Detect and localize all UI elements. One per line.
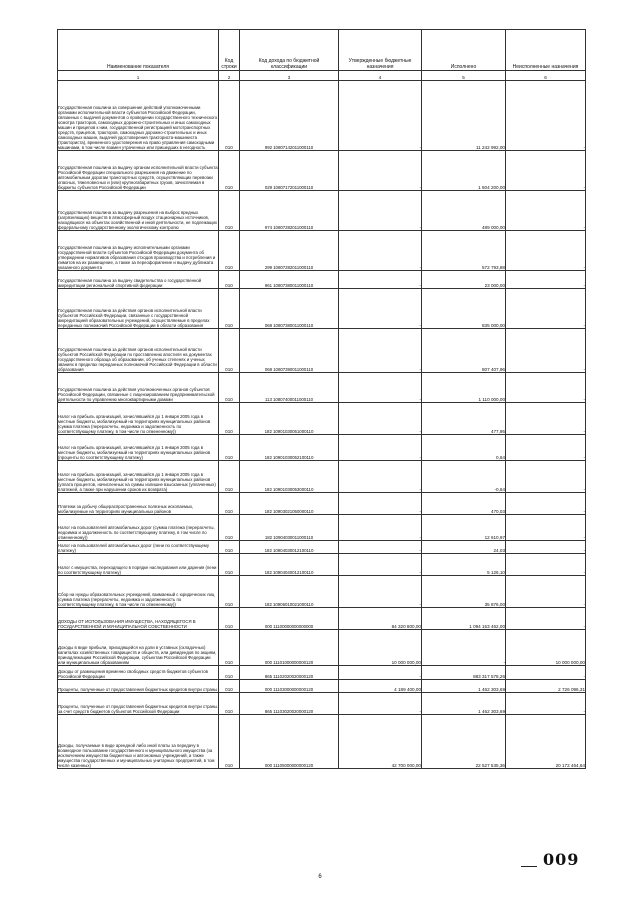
row-income-code-cell: 068 10807380011000110 xyxy=(240,289,339,329)
row-approved-cell: - xyxy=(339,576,422,608)
row-name-cell: Налог на прибыль организаций, зачислявшийся до 1 января 2005 года в местные бюджеты, мобилизуемый на территориях муниципальных районов (сумма платежа (перерасчеты, недоимка и задолженность по соответствующему платежу, в том числе по отмененному)) xyxy=(58,403,219,435)
row-income-code-cell: 068 10807390011000110 xyxy=(240,329,339,373)
row-income-code-cell: 299 10807282011000110 xyxy=(240,231,339,271)
row-unexecuted-cell: - xyxy=(506,373,586,403)
table-row xyxy=(58,680,586,693)
row-executed-cell: 24,03 xyxy=(422,541,506,554)
row-executed-cell: 477,95 xyxy=(422,403,506,435)
page-number: 6 xyxy=(318,874,322,880)
row-approved-cell: - xyxy=(339,461,422,493)
row-executed-cell: 489 000,00 xyxy=(422,191,506,231)
row-unexecuted-cell: - xyxy=(506,231,586,271)
row-unexecuted-cell: - xyxy=(506,666,586,680)
header-indicator-name: Наименование показателя xyxy=(58,30,219,71)
row-executed-cell: 5 126,10 xyxy=(422,554,506,576)
header-unexecuted: Неисполненные назначения xyxy=(506,30,586,71)
row-income-code-cell: 000 11103000000000120 xyxy=(240,680,339,693)
column-number: 3 xyxy=(240,71,339,81)
table-row xyxy=(58,403,586,435)
row-income-code-cell: 113 10807400011000110 xyxy=(240,373,339,403)
report-sheet xyxy=(57,29,585,769)
row-unexecuted-cell: - xyxy=(506,554,586,576)
row-approved-cell: - xyxy=(339,541,422,554)
row-executed-cell: 1 094 153 462,00 xyxy=(422,608,506,630)
table-row xyxy=(58,515,586,541)
row-executed-cell: 1 462 303,69 xyxy=(422,693,506,715)
row-approved-cell: - xyxy=(339,403,422,435)
row-name-cell: Доходы в виде прибыли, приходящейся на доли в уставных (складочных) капиталах хозяйственных товариществ и обществ, или дивидендов по акциям, принадлежащим Российской Федерации, субъектам Российской Федерации или муниципальным образованиям xyxy=(58,630,219,666)
row-income-code-cell: 182 10904030012100110 xyxy=(240,541,339,554)
row-income-code-cell: 182 10904040012100110 xyxy=(240,554,339,576)
row-line-code-cell: 010 xyxy=(219,329,240,373)
row-approved-cell: 42 700 000,00 xyxy=(339,715,422,769)
row-unexecuted-cell: 2 726 096,31 xyxy=(506,680,586,693)
row-name-cell: ДОХОДЫ ОТ ИСПОЛЬЗОВАНИЯ ИМУЩЕСТВА, НАХОДЯЩЕГОСЯ В ГОСУДАРСТВЕННОЙ И МУНИЦИПАЛЬНОЙ СОБСТВЕННОСТИ xyxy=(58,608,219,630)
row-approved-cell: - xyxy=(339,151,422,191)
row-income-code-cell: 182 10904030011000110 xyxy=(240,515,339,541)
row-executed-cell: -0,64 xyxy=(422,461,506,493)
row-line-code-cell: 010 xyxy=(219,403,240,435)
row-line-code-cell: 010 xyxy=(219,541,240,554)
row-approved-cell: 84 320 800,00 xyxy=(339,608,422,630)
row-line-code-cell: 010 xyxy=(219,515,240,541)
row-name-cell: Государственная пошлина за действия органов исполнительной власти субъектов Российской Федерации, связанные с государственной аккредитацией образовательных учреждений, осуществляемые в пределах переданных полномочий Российской Федерации в области образования xyxy=(58,289,219,329)
row-approved-cell: - xyxy=(339,81,422,151)
row-executed-cell: 23 000,00 xyxy=(422,271,506,289)
header-income-code: Код дохода по бюджетной классификации xyxy=(240,30,339,71)
row-executed-cell: 835 000,00 xyxy=(422,289,506,329)
row-line-code-cell: 010 xyxy=(219,373,240,403)
row-approved-cell: - xyxy=(339,435,422,461)
row-unexecuted-cell: - xyxy=(506,271,586,289)
column-number-row xyxy=(58,71,586,81)
table-row xyxy=(58,666,586,680)
row-approved-cell: - xyxy=(339,231,422,271)
row-income-code-cell: 992 10807142011000110 xyxy=(240,81,339,151)
row-name-cell: Государственная пошлина за действия уполномоченных органов субъектов Российской Федерации, связанные с лицензированием предпринимательской деятельности по управлению многоквартирными домами xyxy=(58,373,219,403)
row-income-code-cell: 000 11101000000000120 xyxy=(240,630,339,666)
row-unexecuted-cell: - xyxy=(506,576,586,608)
row-executed-cell: 22 527 535,36 xyxy=(422,715,506,769)
budget-execution-table xyxy=(57,29,586,769)
row-line-code-cell: 010 xyxy=(219,630,240,666)
row-line-code-cell: 010 xyxy=(219,231,240,271)
row-name-cell: Государственная пошлина за выдачу разрешения на выброс вредных (загрязняющих) веществ в атмосферный воздух стационарных источников, находящихся на объектах хозяйственной и иной деятельности, не подлежащих федеральному государственному экологическому контролю xyxy=(58,191,219,231)
row-income-code-cell: 865 11103020020000120 xyxy=(240,693,339,715)
row-unexecuted-cell: 20 172 464,64 xyxy=(506,715,586,769)
row-executed-cell: 1 462 303,69 xyxy=(422,680,506,693)
table-row xyxy=(58,81,586,151)
row-name-cell: Налог на пользователей автомобильных дорог (пени по соответствующему платежу) xyxy=(58,541,219,554)
table-row xyxy=(58,191,586,231)
row-income-code-cell: 029 10807172011000110 xyxy=(240,151,339,191)
row-approved-cell: - xyxy=(339,693,422,715)
row-name-cell: Доходы от размещения временно свободных средств бюджетов субъектов Российской Федерации xyxy=(58,666,219,680)
column-number: 1 xyxy=(58,71,219,81)
row-name-cell: Государственная пошлина за выдачу свидетельства о государственной аккредитации региональной спортивной федерации xyxy=(58,271,219,289)
row-unexecuted-cell: - xyxy=(506,403,586,435)
row-name-cell: Государственная пошлина за выдачу органом исполнительной власти субъекта Российской Федерации специального разрешения на движение по автомобильным дорогам транспортных средств, осуществляющих перевозки опасных, тяжеловесных и (или) крупногабаритных грузов, зачисляемая в бюджеты субъектов Российской Федерации xyxy=(58,151,219,191)
row-line-code-cell: 010 xyxy=(219,81,240,151)
table-row xyxy=(58,630,586,666)
row-executed-cell: 1 504 200,00 xyxy=(422,151,506,191)
table-row xyxy=(58,608,586,630)
row-name-cell: Налог на прибыль организаций, зачислявшийся до 1 января 2005 года в местные бюджеты, мобилизуемый на территориях муниципальных районов (проценты по соответствующему платежу) xyxy=(58,435,219,461)
row-approved-cell: - xyxy=(339,373,422,403)
row-approved-cell: 4 189 400,00 xyxy=(339,680,422,693)
row-line-code-cell: 010 xyxy=(219,461,240,493)
row-name-cell: Государственная пошлина за действия органов исполнительной власти субъектов Российской Федерации по проставлению апостиля на документах государственного образца об образовании, об ученых степенях и ученых званиях в пределах переданных полномочий Российской Федерации в области образования xyxy=(58,329,219,373)
header-row xyxy=(58,30,586,71)
row-executed-cell: 11 242 992,00 xyxy=(422,81,506,151)
row-executed-cell: 883 317 578,26 xyxy=(422,666,506,680)
row-line-code-cell: 010 xyxy=(219,289,240,329)
row-executed-cell: 807 407,96 xyxy=(422,329,506,373)
row-unexecuted-cell: - xyxy=(506,515,586,541)
row-unexecuted-cell: - xyxy=(506,151,586,191)
row-income-code-cell: 182 10903021050000110 xyxy=(240,493,339,515)
row-income-code-cell: 182 10901030052100110 xyxy=(240,435,339,461)
row-name-cell: Проценты, полученные от предоставления бюджетных кредитов внутри страны за счет средств бюджетов субъектов Российской Федерации xyxy=(58,693,219,715)
row-unexecuted-cell: - xyxy=(506,493,586,515)
table-row xyxy=(58,715,586,769)
row-line-code-cell: 010 xyxy=(219,493,240,515)
table-row xyxy=(58,693,586,715)
row-unexecuted-cell: 10 000 000,00 xyxy=(506,630,586,666)
row-unexecuted-cell: - xyxy=(506,329,586,373)
row-unexecuted-cell: - xyxy=(506,693,586,715)
row-line-code-cell: 010 xyxy=(219,666,240,680)
table-row xyxy=(58,151,586,191)
row-approved-cell: - xyxy=(339,329,422,373)
row-approved-cell: - xyxy=(339,666,422,680)
row-approved-cell: - xyxy=(339,515,422,541)
row-income-code-cell: 974 10807282011000110 xyxy=(240,191,339,231)
stamp-underline xyxy=(521,866,537,867)
table-row xyxy=(58,373,586,403)
row-executed-cell: 470,03 xyxy=(422,493,506,515)
table-row xyxy=(58,329,586,373)
column-number: 2 xyxy=(219,71,240,81)
row-name-cell: Платежи за добычу общераспространенных полезных ископаемых, мобилизуемые на территориях муниципальных районов xyxy=(58,493,219,515)
row-line-code-cell: 010 xyxy=(219,554,240,576)
row-income-code-cell: 182 10901030053000110 xyxy=(240,461,339,493)
row-name-cell: Государственная пошлина за совершение действий уполномоченными органами исполнительной власти субъектов Российской Федерации, связанных с выдачей документов о проведении государственного технического осмотра тракторов, самоходных дорожно-строительных и иных самоходных машин и прицепов к ним, государственной регистрацией мототранспортных средств, прицепов, тракторов, самоходных дорожно-строительных и иных самоходных машин, выдачей удостоверения тракториста-машиниста (тракториста), временного удостоверения на право управления самоходными машинами, в том числе взамен утраченных или пришедших в негодность xyxy=(58,81,219,151)
table-row xyxy=(58,541,586,554)
row-name-cell: Налог на пользователей автомобильных дорог (сумма платежа (перерасчеты, недоимка и задолженность по соответствующему платежу, в том числе по отмененному)) xyxy=(58,515,219,541)
row-name-cell: Доходы, получаемые в виде арендной либо иной платы за передачу в возмездное пользование государственного и муниципального имущества (за исключением имущества бюджетных и автономных учреждений, а также имущества государственных и муниципальных унитарных предприятий, в том числе казенных) xyxy=(58,715,219,769)
row-income-code-cell: 182 10906010021000110 xyxy=(240,576,339,608)
table-row xyxy=(58,461,586,493)
row-line-code-cell: 010 xyxy=(219,271,240,289)
row-executed-cell: 35 876,00 xyxy=(422,576,506,608)
row-income-code-cell: 182 10901030051000110 xyxy=(240,403,339,435)
row-name-cell: Государственная пошлина за выдачу исполнительными органами государственной власти субъектов Российской Федерации документа об утверждении нормативов образования отходов производства и потребления и лимитов на их размещение, а также за переоформление и выдачу дубликата указанного документа xyxy=(58,231,219,271)
row-unexecuted-cell: - xyxy=(506,435,586,461)
row-income-code-cell: 961 10807380011000110 xyxy=(240,271,339,289)
row-executed-cell: 1 110 000,00 xyxy=(422,373,506,403)
row-income-code-cell: 000 11105000000000120 xyxy=(240,715,339,769)
row-unexecuted-cell: - xyxy=(506,608,586,630)
sheet-stamp-number: 009 xyxy=(543,850,580,869)
row-line-code-cell: 010 xyxy=(219,680,240,693)
row-unexecuted-cell: - xyxy=(506,541,586,554)
row-income-code-cell: 865 11102020020000120 xyxy=(240,666,339,680)
row-line-code-cell: 010 xyxy=(219,151,240,191)
row-approved-cell: - xyxy=(339,191,422,231)
row-executed-cell: 12 610,97 xyxy=(422,515,506,541)
row-executed-cell: 0,64 xyxy=(422,435,506,461)
row-approved-cell: 10 000 000,00 xyxy=(339,630,422,666)
row-unexecuted-cell: - xyxy=(506,461,586,493)
header-executed: Исполнено xyxy=(422,30,506,71)
row-name-cell: Проценты, полученные от предоставления бюджетных кредитов внутри страны xyxy=(58,680,219,693)
table-row xyxy=(58,554,586,576)
row-executed-cell: - xyxy=(422,630,506,666)
column-number: 6 xyxy=(506,71,586,81)
row-line-code-cell: 010 xyxy=(219,191,240,231)
table-row xyxy=(58,435,586,461)
row-approved-cell: - xyxy=(339,493,422,515)
column-number: 4 xyxy=(339,71,422,81)
table-row xyxy=(58,493,586,515)
column-number: 5 xyxy=(422,71,506,81)
table-body xyxy=(58,81,586,769)
table-row xyxy=(58,271,586,289)
table-row xyxy=(58,576,586,608)
header-line-code: Код строки xyxy=(219,30,240,71)
row-unexecuted-cell: - xyxy=(506,81,586,151)
row-name-cell: Налог с имущества, переходящего в порядке наследования или дарения (пени по соответствующему платежу) xyxy=(58,554,219,576)
row-approved-cell: - xyxy=(339,554,422,576)
row-unexecuted-cell: - xyxy=(506,289,586,329)
row-name-cell: Сбор на нужды образовательных учреждений, взимаемый с юридических лиц (сумма платежа (перерасчеты, недоимка и задолженность по соответствующему платежу, в том числе по отмененному)) xyxy=(58,576,219,608)
row-approved-cell: - xyxy=(339,271,422,289)
row-line-code-cell: 010 xyxy=(219,693,240,715)
row-line-code-cell: 010 xyxy=(219,715,240,769)
table-row xyxy=(58,289,586,329)
row-income-code-cell: 000 11100000000000000 xyxy=(240,608,339,630)
row-line-code-cell: 010 xyxy=(219,576,240,608)
header-approved: Утвержденные бюджетные назначения xyxy=(339,30,422,71)
row-name-cell: Налог на прибыль организаций, зачислявшийся до 1 января 2005 года в местные бюджеты, мобилизуемый на территориях муниципальных районов (уплата процентов, начисленных на суммы излишне взысканных (уплаченных) платежей, а также при нарушении сроков их возврата) xyxy=(58,461,219,493)
table-row xyxy=(58,231,586,271)
row-unexecuted-cell: - xyxy=(506,191,586,231)
row-approved-cell: - xyxy=(339,289,422,329)
row-executed-cell: 572 793,88 xyxy=(422,231,506,271)
row-line-code-cell: 010 xyxy=(219,435,240,461)
row-line-code-cell: 010 xyxy=(219,608,240,630)
